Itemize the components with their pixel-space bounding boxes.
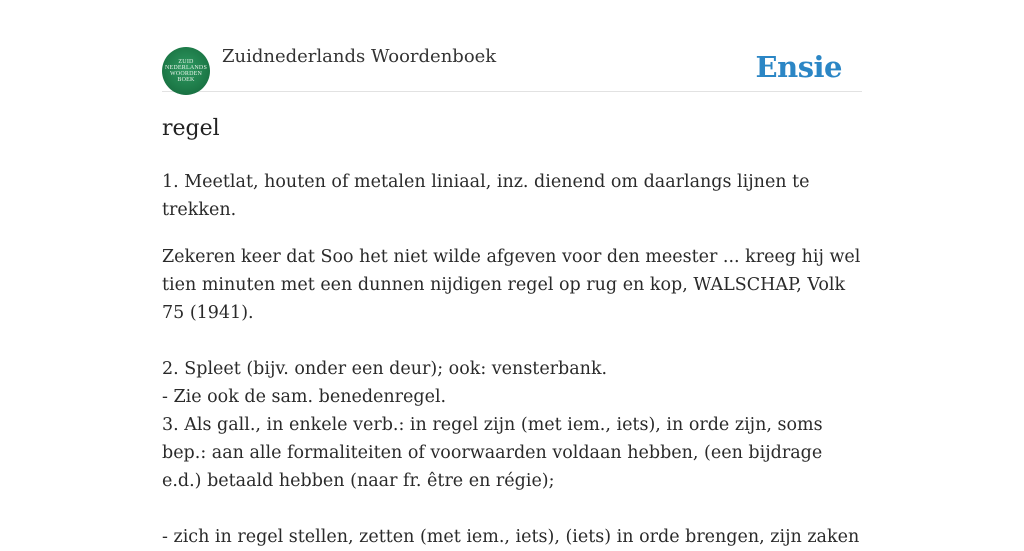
page [162, 0, 862, 547]
example-quote: Zekeren keer dat Soo het niet wilde afgeven voor den meester ... kreeg hij wel tien minuten met een dunnen nijdigen regel op rug en kop, WALSCHAP, Volk 75 (1941). [162, 247, 861, 323]
spacer [162, 495, 862, 523]
logo-line: WOORDEN [169, 71, 203, 77]
site-title[interactable]: Zuidnederlands Woordenboek [222, 46, 497, 67]
dictionary-logo[interactable] [162, 47, 210, 95]
definition-sense-2: 2. Spleet (bijv. onder een deur); ook: vensterbank. [162, 359, 608, 379]
cross-reference: - Zie ook de sam. benedenregel. [162, 387, 447, 407]
definition-sense-1: 1. Meetlat, houten of metalen liniaal, inz. dienend om daarlangs lijnen te trekken. [162, 172, 810, 220]
logo-line: ZUID [178, 59, 194, 65]
entry-content [162, 168, 862, 551]
definition-sense-3-sub: - zich in regel stellen, zetten (met iem., iets), (iets) in orde brengen, zijn zaken [162, 527, 860, 547]
logo-line: NEDERLANDS [165, 65, 207, 71]
definition-sense-3: 3. Als gall., in enkele verb.: in regel zijn (met iem., iets), in orde zijn, soms bep.: aan alle formaliteiten of voorwaarden voldaan hebben, (een bijdrage e.d.) betaald hebben (naar fr. être en régie); [162, 415, 823, 491]
brand-logo[interactable]: Ensie [755, 50, 842, 84]
site-header [162, 0, 862, 92]
page-title: regel [162, 116, 220, 141]
logo-line: BOEK [177, 77, 195, 83]
